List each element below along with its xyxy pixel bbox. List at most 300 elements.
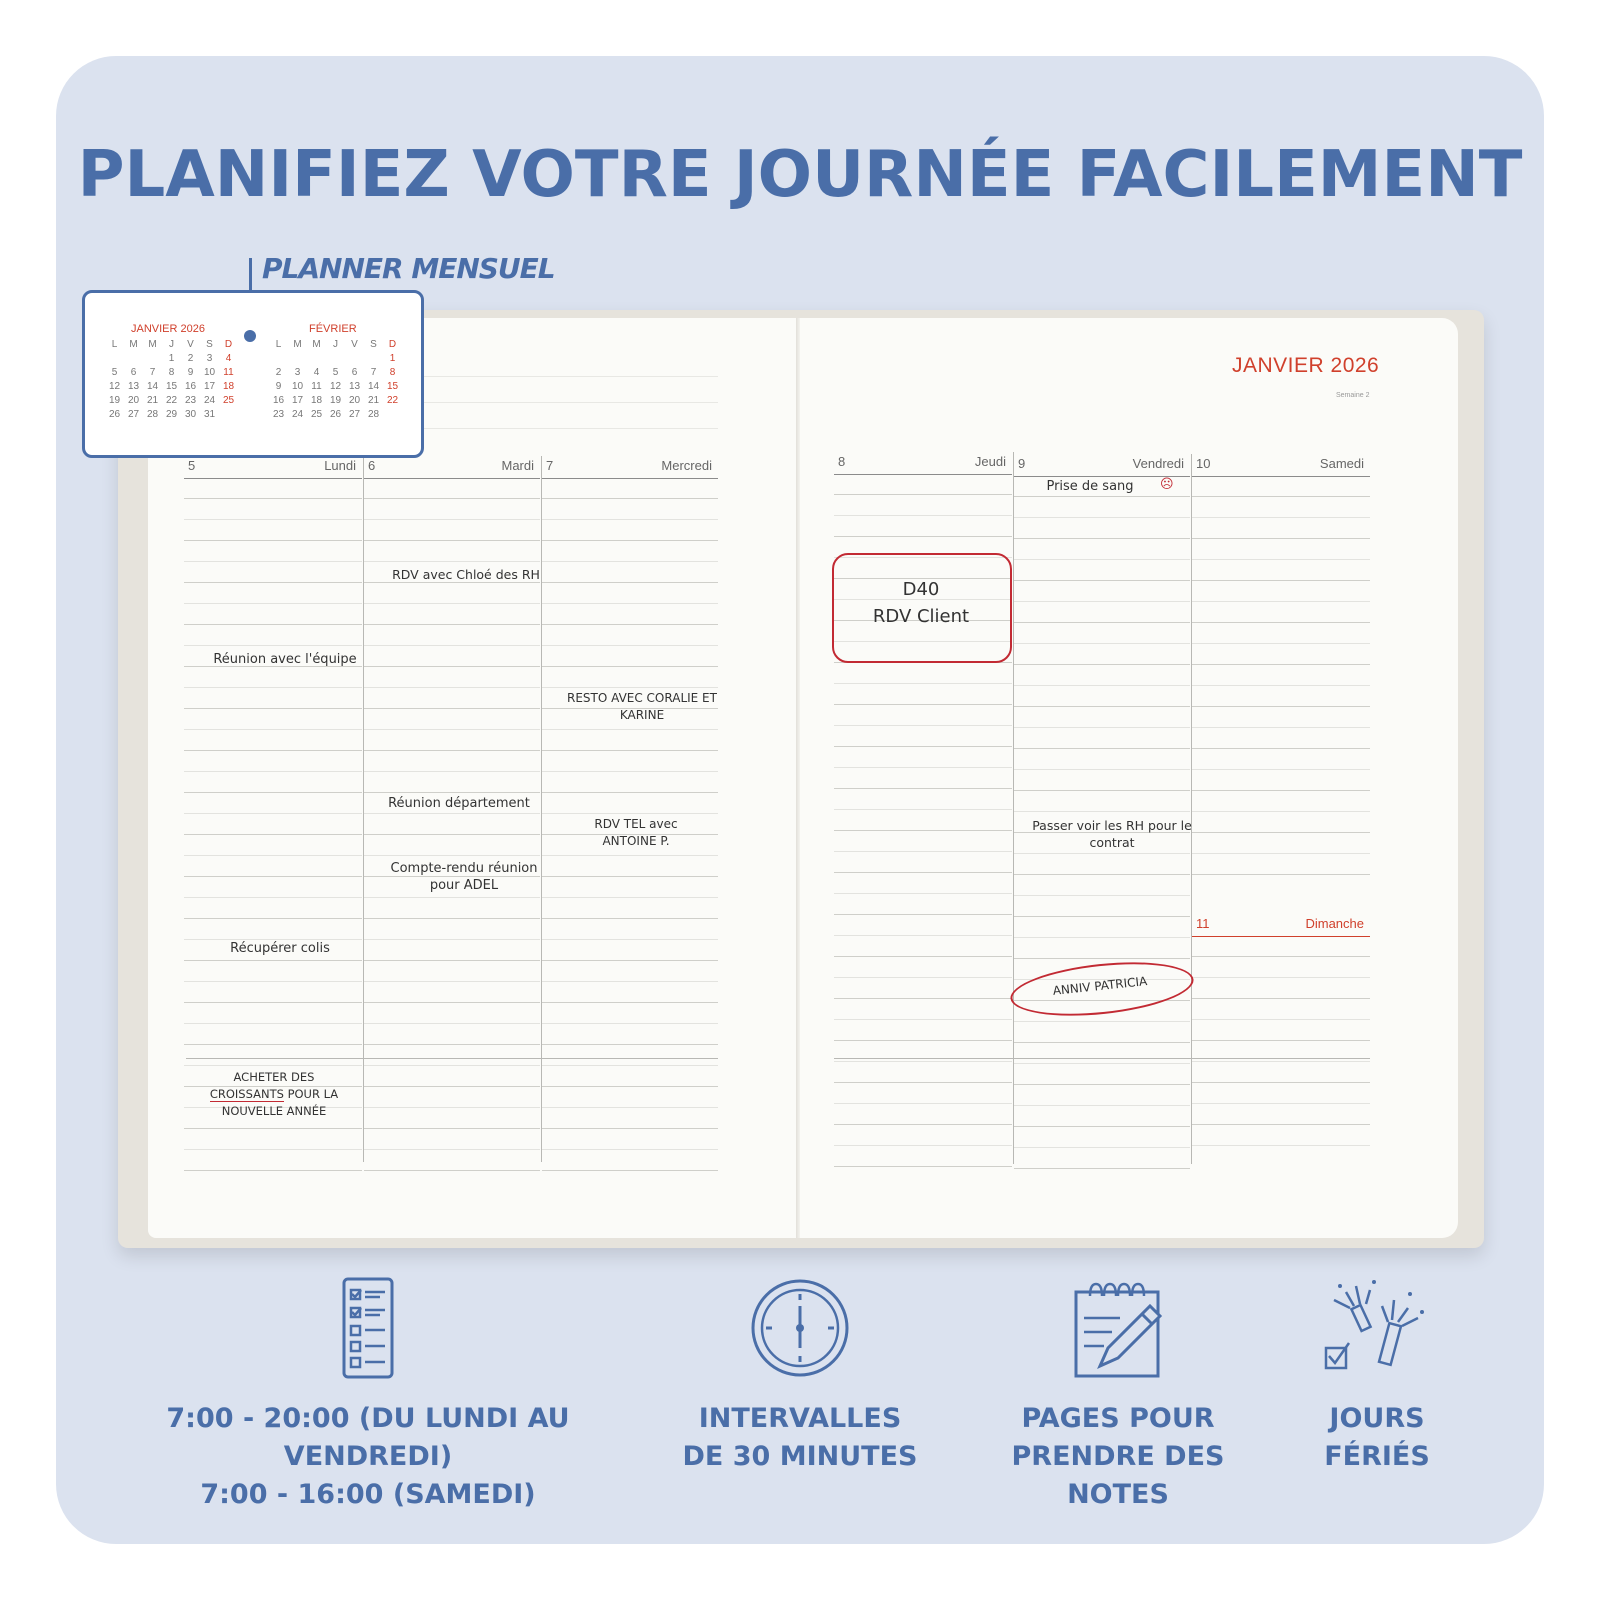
- mini-day: 15: [165, 381, 178, 392]
- planner-month-title: JANVIER 2026: [1232, 354, 1380, 377]
- mini-day: 2: [187, 353, 194, 364]
- mini-day: 18: [222, 381, 235, 392]
- time-slot-line: [834, 893, 1012, 894]
- note-reunion-departement: Réunion département: [388, 796, 530, 811]
- time-slot-line: [184, 1023, 362, 1024]
- day-header: [1192, 914, 1370, 937]
- time-slot-line: [834, 1166, 1012, 1167]
- mini-day: 25: [310, 409, 323, 420]
- mini-day: 23: [184, 395, 197, 406]
- mini-day: 20: [127, 395, 140, 406]
- mini-day: 9: [275, 381, 282, 392]
- mini-day: 4: [225, 353, 232, 364]
- day-number: 5: [188, 458, 196, 473]
- time-slot-line: [364, 666, 540, 667]
- note-compte-rendu: Compte-rendu réunion pour ADEL: [390, 861, 538, 893]
- time-slot-line: [1192, 1082, 1370, 1083]
- note-prise-de-sang: Prise de sang: [1046, 479, 1134, 494]
- mini-grid-fevrier: [269, 339, 402, 420]
- feature-intervals: [670, 1400, 930, 1476]
- time-slot-line: [1192, 1061, 1370, 1062]
- note-passer-rh: Passer voir les RH pour le contrat: [1032, 818, 1192, 850]
- time-slot-line: [542, 1065, 718, 1066]
- mini-day: 28: [146, 409, 159, 420]
- mini-day: 13: [127, 381, 140, 392]
- time-slot-line: [1192, 580, 1370, 581]
- clock-icon: [748, 1276, 852, 1380]
- callout-dot: [244, 330, 256, 342]
- section-divider: [186, 1058, 718, 1059]
- time-slot-line: [834, 1124, 1012, 1125]
- time-slot-line: [542, 1002, 718, 1003]
- feature-hours: [98, 1400, 638, 1514]
- mini-day: [219, 409, 238, 420]
- mini-day: 7: [370, 367, 377, 378]
- mini-weekday: J: [333, 339, 338, 350]
- day-header: [1014, 454, 1190, 477]
- time-slot-line: [1014, 1126, 1190, 1127]
- time-slot-line: [542, 561, 718, 562]
- day-column-samedi: [1192, 454, 1370, 894]
- mini-month-title: FÉVRIER: [309, 323, 357, 335]
- mini-day: 14: [367, 381, 380, 392]
- mini-weekday: S: [370, 339, 377, 350]
- time-slot-line: [1192, 538, 1370, 539]
- time-slot-line: [834, 998, 1012, 999]
- feature-holidays-line2: FÉRIÉS: [1324, 1441, 1430, 1472]
- feature-notes-line1: PAGES POUR: [1021, 1403, 1215, 1434]
- note-reunion-equipe: Réunion avec l'équipe: [213, 652, 357, 667]
- time-slot-line: [1014, 1042, 1190, 1043]
- time-slot-line: [364, 750, 540, 751]
- time-slot-line: [364, 1149, 540, 1150]
- time-slot-line: [1014, 811, 1190, 812]
- time-slot-line: [834, 725, 1012, 726]
- time-slot-line: [184, 624, 362, 625]
- mini-day: 26: [329, 409, 342, 420]
- time-slot-line: [1014, 1063, 1190, 1064]
- mini-day: [345, 353, 364, 364]
- mini-day: 24: [291, 409, 304, 420]
- time-slot-line: [364, 981, 540, 982]
- mini-weekday: S: [206, 339, 213, 350]
- time-slot-line: [1014, 538, 1190, 539]
- mini-day: 17: [291, 395, 304, 406]
- time-slot-line: [364, 687, 540, 688]
- time-slot-line: [1192, 998, 1370, 999]
- time-slot-line: [1192, 559, 1370, 560]
- mini-day: 13: [348, 381, 361, 392]
- time-slot-line: [364, 624, 540, 625]
- time-slot-line: [184, 582, 362, 583]
- time-slot-line: [542, 1086, 718, 1087]
- mini-day: [326, 353, 345, 364]
- mini-day: 28: [367, 409, 380, 420]
- day-number: 9: [1018, 456, 1026, 471]
- time-slot-line: [364, 813, 540, 814]
- mini-weekday: L: [275, 339, 282, 350]
- time-slot-line: [542, 960, 718, 961]
- mini-day: 6: [351, 367, 358, 378]
- mini-day: [105, 353, 124, 364]
- column-divider: [541, 456, 542, 1162]
- mini-weekday: V: [187, 339, 194, 350]
- mini-day: 19: [329, 395, 342, 406]
- time-slot-line: [184, 645, 362, 646]
- time-slot-line: [1192, 977, 1370, 978]
- time-slot-line: [1192, 769, 1370, 770]
- time-slot-line: [1014, 1147, 1190, 1148]
- time-slot-line: [184, 603, 362, 604]
- mini-day: 17: [203, 381, 216, 392]
- time-slot-line: [1014, 580, 1190, 581]
- time-slot-line: [1014, 895, 1190, 896]
- time-slot-line: [834, 914, 1012, 915]
- time-slot-line: [834, 830, 1012, 831]
- mini-day: 5: [332, 367, 339, 378]
- time-slot-line: [542, 666, 718, 667]
- time-slot-line: [1014, 496, 1190, 497]
- mini-day: 4: [313, 367, 320, 378]
- time-slot-line: [184, 750, 362, 751]
- feature-intervals-line1: INTERVALLES: [698, 1403, 902, 1434]
- time-slot-line: [1192, 832, 1370, 833]
- frown-face-icon: ☹: [1160, 476, 1174, 491]
- time-slot-line: [184, 540, 362, 541]
- mini-weekday: J: [169, 339, 174, 350]
- mini-day: 30: [184, 409, 197, 420]
- feature-hours-line2: 7:00 - 16:00 (SAMEDI): [200, 1479, 536, 1510]
- time-slot-line: [1014, 1105, 1190, 1106]
- time-slot-line: [184, 918, 362, 919]
- mini-day: 23: [272, 409, 285, 420]
- mini-day: 12: [108, 381, 121, 392]
- time-slot-line: [834, 746, 1012, 747]
- time-slot-line: [184, 561, 362, 562]
- time-slot-line: [364, 1044, 540, 1045]
- day-header: [542, 456, 718, 479]
- mini-day: 24: [203, 395, 216, 406]
- note-d40: [834, 576, 1008, 630]
- time-slot-line: [542, 918, 718, 919]
- time-slot-line: [364, 1170, 540, 1171]
- time-slot-line: [364, 897, 540, 898]
- time-slot-line: [1192, 1103, 1370, 1104]
- time-slot-line: [1014, 748, 1190, 749]
- section-divider: [834, 1058, 1370, 1059]
- mini-day: 2: [275, 367, 282, 378]
- mini-weekday: M: [312, 339, 321, 350]
- note-d40-line1: D40: [902, 579, 940, 600]
- mini-day: 11: [311, 381, 322, 392]
- day-number: 6: [368, 458, 376, 473]
- time-slot-line: [834, 515, 1012, 516]
- mini-day: 19: [108, 395, 121, 406]
- time-slot-line: [184, 1002, 362, 1003]
- time-slot-line: [834, 788, 1012, 789]
- day-column-lundi: [184, 456, 362, 1176]
- day-number: 8: [838, 454, 846, 469]
- time-slot-line: [542, 519, 718, 520]
- time-slot-line: [1192, 643, 1370, 644]
- time-slot-line: [184, 897, 362, 898]
- mini-day: 1: [168, 353, 175, 364]
- time-slot-line: [184, 771, 362, 772]
- mini-day: 29: [165, 409, 178, 420]
- mini-day: 26: [108, 409, 121, 420]
- notepad-icon: [1070, 1276, 1166, 1380]
- time-slot-line: [364, 792, 540, 793]
- mini-day: 27: [127, 409, 140, 420]
- time-slot-line: [834, 683, 1012, 684]
- mini-day: 5: [111, 367, 118, 378]
- time-slot-line: [1014, 1084, 1190, 1085]
- time-slot-line: [1014, 727, 1190, 728]
- time-slot-line: [542, 624, 718, 625]
- mini-day: 16: [272, 395, 285, 406]
- time-slot-line: [1192, 1019, 1370, 1020]
- time-slot-line: [364, 771, 540, 772]
- time-slot-line: [184, 687, 362, 688]
- time-slot-line: [542, 939, 718, 940]
- column-divider: [363, 456, 364, 1162]
- time-slot-line: [184, 876, 362, 877]
- mini-weekday: V: [351, 339, 358, 350]
- mini-day: 31: [203, 409, 216, 420]
- mini-day: 8: [389, 367, 396, 378]
- mini-day: 21: [367, 395, 380, 406]
- party-popper-icon: [1322, 1272, 1432, 1384]
- time-slot-line: [1014, 643, 1190, 644]
- time-slot-line: [184, 813, 362, 814]
- time-slot-line: [184, 960, 362, 961]
- mini-day: 25: [222, 395, 235, 406]
- time-slot-line: [184, 981, 362, 982]
- time-slot-line: [542, 687, 718, 688]
- time-slot-line: [542, 771, 718, 772]
- day-name: Mardi: [501, 458, 534, 473]
- time-slot-line: [364, 645, 540, 646]
- time-slot-line: [1192, 1124, 1370, 1125]
- time-slot-line: [1014, 853, 1190, 854]
- time-slot-line: [542, 897, 718, 898]
- time-slot-line: [1192, 811, 1370, 812]
- time-slot-line: [1192, 1040, 1370, 1041]
- day-name: Dimanche: [1305, 916, 1364, 931]
- time-slot-line: [834, 872, 1012, 873]
- time-slot-line: [1014, 874, 1190, 875]
- time-slot-line: [1014, 769, 1190, 770]
- time-slot-line: [1192, 496, 1370, 497]
- mini-weekday: L: [111, 339, 118, 350]
- time-slot-line: [184, 1149, 362, 1150]
- time-slot-line: [1192, 622, 1370, 623]
- time-slot-line: [1014, 559, 1190, 560]
- time-slot-line: [542, 1149, 718, 1150]
- time-slot-line: [364, 1107, 540, 1108]
- time-slot-line: [542, 1128, 718, 1129]
- note-croissants-pre: ACHETER DES: [233, 1070, 315, 1084]
- notes-line: [420, 428, 718, 429]
- time-slot-line: [1014, 685, 1190, 686]
- note-rdv-chloe: RDV avec Chloé des RH: [392, 567, 540, 582]
- time-slot-line: [1014, 916, 1190, 917]
- time-slot-line: [834, 1061, 1012, 1062]
- time-slot-line: [542, 582, 718, 583]
- time-slot-line: [1192, 601, 1370, 602]
- time-slot-line: [834, 767, 1012, 768]
- time-slot-line: [834, 1040, 1012, 1041]
- time-slot-line: [1014, 1021, 1190, 1022]
- mini-day: 9: [187, 367, 194, 378]
- mini-weekday: D: [224, 339, 233, 350]
- mini-day: [269, 353, 288, 364]
- mini-month-title: JANVIER 2026: [131, 323, 205, 335]
- note-d40-line2: RDV Client: [872, 606, 970, 627]
- time-slot-line: [834, 1019, 1012, 1020]
- time-slot-line: [1014, 790, 1190, 791]
- time-slot-line: [184, 729, 362, 730]
- time-slot-line: [834, 1145, 1012, 1146]
- mini-day: 8: [168, 367, 175, 378]
- time-slot-line: [364, 1086, 540, 1087]
- mini-day: 22: [165, 395, 178, 406]
- time-slot-line: [364, 834, 540, 835]
- mini-day: 3: [294, 367, 301, 378]
- note-recuperer-colis: Récupérer colis: [230, 941, 330, 956]
- mini-day: 6: [130, 367, 137, 378]
- time-slot-line: [542, 876, 718, 877]
- mini-weekday: M: [293, 339, 302, 350]
- mini-day: 1: [389, 353, 396, 364]
- time-slot-line: [834, 494, 1012, 495]
- time-slot-line: [834, 956, 1012, 957]
- time-slot-line: [1192, 727, 1370, 728]
- time-slot-line: [834, 851, 1012, 852]
- time-slot-line: [364, 1023, 540, 1024]
- time-slot-line: [1192, 1145, 1370, 1146]
- time-slot-line: [542, 981, 718, 982]
- time-slot-line: [184, 708, 362, 709]
- time-slot-line: [1014, 706, 1190, 707]
- note-croissants-underlined: CROISSANTS: [209, 1087, 284, 1101]
- time-slot-line: [1014, 517, 1190, 518]
- day-name: Lundi: [324, 458, 356, 473]
- time-slot-line: [542, 1107, 718, 1108]
- time-slot-line: [1192, 517, 1370, 518]
- time-slot-line: [184, 855, 362, 856]
- day-number: 11: [1196, 916, 1210, 931]
- mini-day: [383, 409, 402, 420]
- day-name: Mercredi: [661, 458, 712, 473]
- mini-day: 15: [386, 381, 399, 392]
- time-slot-line: [1014, 937, 1190, 938]
- time-slot-line: [834, 1103, 1012, 1104]
- day-name: Samedi: [1319, 456, 1364, 471]
- time-slot-line: [1192, 853, 1370, 854]
- time-slot-line: [1192, 706, 1370, 707]
- time-slot-line: [542, 1170, 718, 1171]
- notes-line: [420, 402, 718, 403]
- time-slot-line: [542, 540, 718, 541]
- day-name: Jeudi: [974, 454, 1006, 469]
- time-slot-line: [364, 1065, 540, 1066]
- time-slot-line: [364, 498, 540, 499]
- time-slot-line: [1014, 1168, 1190, 1169]
- time-slot-line: [364, 939, 540, 940]
- mini-day: 7: [149, 367, 156, 378]
- day-header: [834, 452, 1012, 475]
- day-name: Vendredi: [1132, 456, 1184, 471]
- time-slot-line: [834, 1082, 1012, 1083]
- time-slot-line: [364, 729, 540, 730]
- time-slot-line: [364, 918, 540, 919]
- mini-day: [288, 353, 307, 364]
- mini-day: 22: [386, 395, 399, 406]
- time-slot-line: [364, 1002, 540, 1003]
- time-slot-line: [184, 834, 362, 835]
- time-slot-line: [184, 792, 362, 793]
- time-slot-line: [834, 536, 1012, 537]
- time-slot-line: [542, 750, 718, 751]
- notes-line: [420, 376, 718, 377]
- mini-day: 27: [348, 409, 361, 420]
- day-header: [184, 456, 362, 479]
- time-slot-line: [364, 855, 540, 856]
- mini-day: [307, 353, 326, 364]
- mini-day: 10: [203, 367, 216, 378]
- day-header: [364, 456, 540, 479]
- mini-weekday: D: [388, 339, 397, 350]
- mini-day: 21: [146, 395, 159, 406]
- mini-day: 11: [223, 367, 234, 378]
- mini-weekday: M: [148, 339, 157, 350]
- time-slot-line: [834, 935, 1012, 936]
- time-slot-line: [364, 603, 540, 604]
- time-slot-line: [542, 813, 718, 814]
- time-slot-line: [542, 603, 718, 604]
- time-slot-line: [1192, 685, 1370, 686]
- feature-intervals-line2: DE 30 MINUTES: [682, 1441, 918, 1472]
- time-slot-line: [542, 498, 718, 499]
- time-slot-line: [1192, 664, 1370, 665]
- checklist-icon: [340, 1276, 396, 1380]
- note-rdv-tel: RDV TEL avec ANTOINE P.: [594, 817, 678, 848]
- time-slot-line: [542, 855, 718, 856]
- time-slot-line: [1014, 622, 1190, 623]
- mini-grid-janvier: [105, 339, 238, 420]
- time-slot-line: [184, 498, 362, 499]
- time-slot-line: [542, 1023, 718, 1024]
- day-number: 10: [1196, 456, 1211, 471]
- mini-day: [124, 353, 143, 364]
- mini-day: 3: [206, 353, 213, 364]
- time-slot-line: [364, 708, 540, 709]
- mini-calendar: [82, 290, 424, 458]
- mini-day: 12: [329, 381, 342, 392]
- time-slot-line: [542, 729, 718, 730]
- mini-day: [143, 353, 162, 364]
- time-slot-line: [542, 645, 718, 646]
- day-number: 7: [546, 458, 554, 473]
- day-column-vendredi: [1014, 454, 1190, 1174]
- day-column-dimanche: [1192, 914, 1370, 1164]
- time-slot-line: [184, 519, 362, 520]
- feature-hours-line1: 7:00 - 20:00 (DU LUNDI AU VENDREDI): [166, 1403, 570, 1472]
- callout-label: PLANNER MENSUEL: [262, 252, 555, 285]
- time-slot-line: [542, 792, 718, 793]
- note-croissants: [196, 1069, 352, 1120]
